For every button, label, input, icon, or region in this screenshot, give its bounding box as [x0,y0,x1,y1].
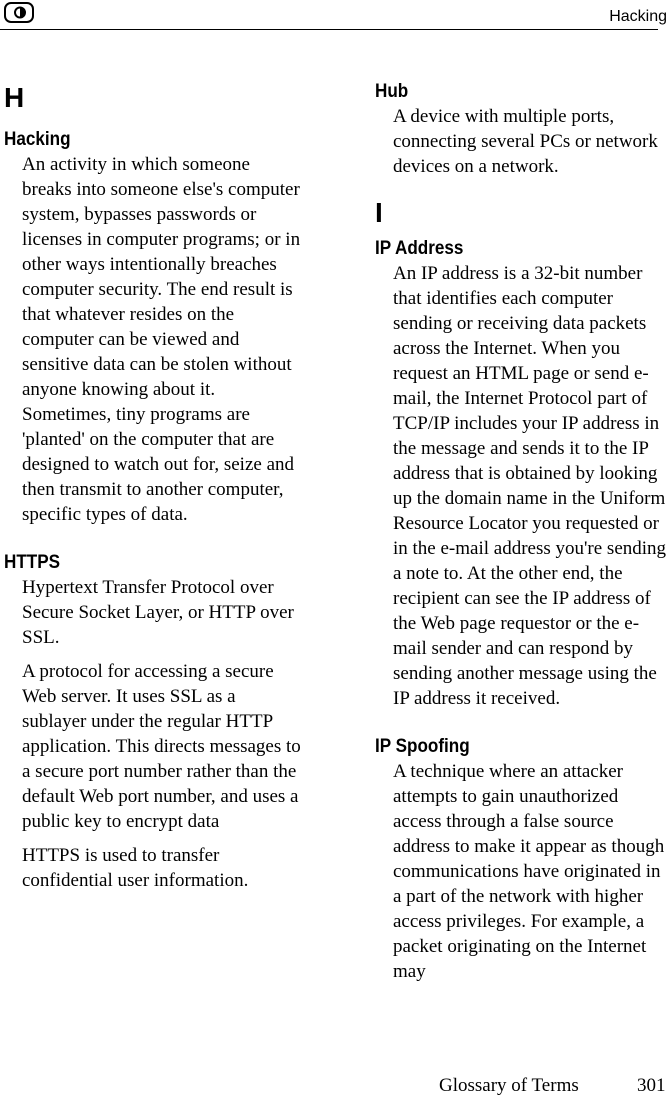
term-ip-spoofing: IP Spoofing [375,736,470,757]
definition-text: A protocol for accessing a secure Web server. It uses SSL as a sublayer under the regular HTTP application. This directs messages to a secure port number rather than the default Web port number, and uses a public key to encrypt data [22,661,301,832]
term-hacking: Hacking [4,129,71,150]
section-letter-h: H [4,82,25,113]
definition-text: A device with multiple ports, connecting several PCs or network devices on a network. [393,106,658,177]
eye-logo-icon [4,2,34,23]
page-number: 301 [637,1075,666,1096]
definition-text: Hypertext Transfer Protocol over Secure Socket Layer, or HTTP over SSL. [22,577,294,648]
definition-text: An IP address is a 32-bit number that identifies each computer sending or receiving data packets across the Internet. When you request an HTML page or send e-mail, the Internet Protocol part of TCP/IP includes your IP address in the message and sends it to the IP address that is obtained by looking up the domain name in the Uniform Resource Locator you requested or in the e-mail address you're sending a note to. At the other end, the recipient can see the IP address of the Web page requestor or the e-mail sender and can respond by sending another message using the IP address it received. [393,263,667,709]
glossary-entry-hacking [4,128,304,527]
left-column [4,80,304,893]
term-hub: Hub [375,81,409,102]
definition-text: A technique where an attacker attempts to gain unauthorized access through a false source address to make it appear as though communications have originated in a part of the network with higher access privileges. For example, a packet originating on the Internet may [393,761,665,982]
definition-text: An activity in which someone breaks into someone else's computer system, bypasses passwords or licenses in computer programs; or in other ways intentionally breaches computer security. The end result is that whatever resides on the computer can be viewed and sensitive data can be stolen without anyone knowing about it. Sometimes, tiny programs are 'planted' on the computer that are designed to watch out for, seize and then transmit to another computer, specific types of data. [22,154,301,525]
term-https: HTTPS [4,552,61,573]
header-rule [0,29,658,30]
glossary-entry-hub [375,80,669,179]
glossary-entry-https [4,551,304,893]
right-column [375,80,669,984]
section-letter-i: I [375,197,383,228]
footer-section-label: Glossary of Terms [439,1075,579,1096]
glossary-entry-ip-address [375,237,669,711]
page-header [0,0,669,30]
glossary-entry-ip-spoofing [375,735,669,984]
running-header-title: Hacking [609,8,667,25]
term-ip-address: IP Address [375,238,464,259]
definition-text: HTTPS is used to transfer confidential user information. [22,845,249,891]
